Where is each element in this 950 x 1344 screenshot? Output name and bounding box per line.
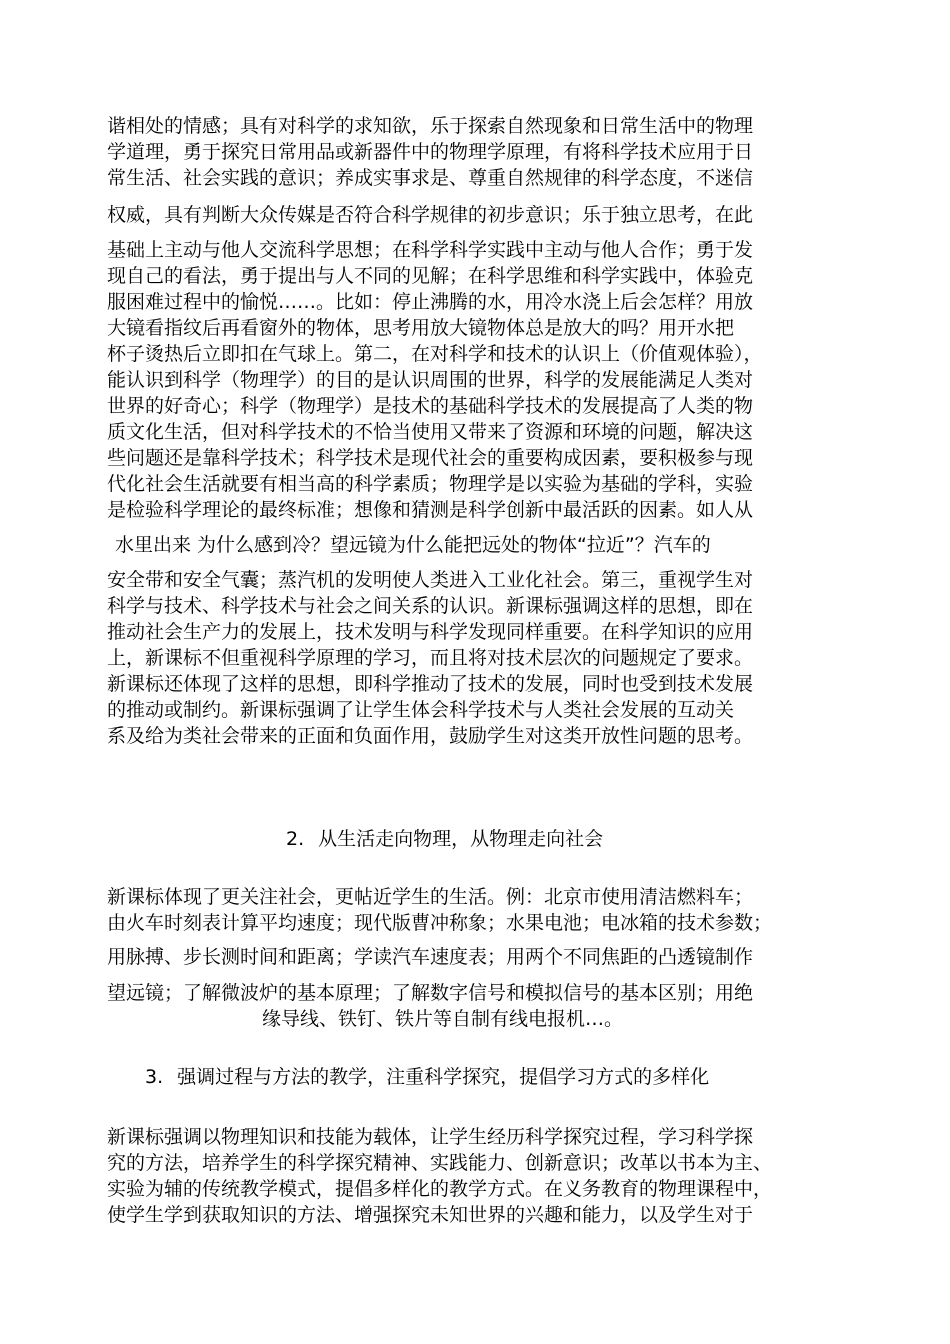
paragraph-line: 实验为辅的传统教学模式，提倡多样化的教学方式。在义务教育的物理课程中， xyxy=(107,1178,773,1200)
paragraph-line: 现自己的看法，勇于提出与人不同的见解；在科学思维和科学实践中，体验克 xyxy=(107,265,754,287)
paragraph-line: 学道理，勇于探究日常用品或新器件中的物理学原理，有将科学技术应用于日 xyxy=(107,141,754,163)
paragraph-line: 用脉搏、步长测时间和距离；学读汽车速度表；用两个不同焦距的凸透镜制作 xyxy=(107,946,754,968)
paragraph-line: 代化社会生活就要有相当高的科学素质；物理学是以实验为基础的学科，实验 xyxy=(107,473,754,495)
paragraph-line: 究的方法，培养学生的科学探究精神、实践能力、创新意识；改革以书本为主、 xyxy=(107,1152,773,1174)
paragraph-line: 的推动或制约。新课标强调了让学生体会科学技术与人类社会发展的互动关 xyxy=(107,699,735,721)
section-heading-3 xyxy=(145,1064,709,1090)
paragraph-line: 新课标还体现了这样的思想，即科学推动了技术的发展，同时也受到技术发展 xyxy=(107,673,754,695)
paragraph-line: 望远镜；了解微波炉的基本原理；了解数字信号和模拟信号的基本区别；用绝 xyxy=(107,982,754,1004)
paragraph-line: 缘导线、铁钉、铁片等自制有线电报机…。 xyxy=(262,1008,624,1030)
section-number: 2. xyxy=(286,828,305,850)
section-number: 3. xyxy=(145,1066,164,1088)
paragraph-line: 常生活、社会实践的意识；养成实事求是、尊重自然规律的科学态度，不迷信 xyxy=(107,167,754,189)
paragraph-line: 安全带和安全气囊；蒸汽机的发明使人类进入工业化社会。第三，重视学生对 xyxy=(107,569,754,591)
paragraph-line: 是检验科学理论的最终标准；想像和猜测是科学创新中最活跃的因素。如人从 xyxy=(107,499,754,521)
paragraph-line: 能认识到科学（物理学）的目的是认识周围的世界，科学的发展能满足人类对 xyxy=(107,369,754,391)
section-title: 强调过程与方法的教学，注重科学探究，提倡学习方式的多样化 xyxy=(177,1066,710,1088)
paragraph-line: 些问题还是靠科学技术；科学技术是现代社会的重要构成因素，要积极参与现 xyxy=(107,447,754,469)
paragraph-line: 世界的好奇心；科学（物理学）是技术的基础科学技术的发展提高了人类的物 xyxy=(107,395,754,417)
section-title: 从生活走向物理，从物理走向社会 xyxy=(318,828,604,850)
paragraph-line: 科学与技术、科学技术与社会之间关系的认识。新课标强调这样的思想，即在 xyxy=(107,595,754,617)
paragraph-line: 系及给为类社会带来的正面和负面作用，鼓励学生对这类开放性问题的思考。 xyxy=(107,725,754,747)
paragraph-line: 上，新课标不但重视科学原理的学习，而且将对技术层次的问题规定了要求。 xyxy=(107,647,754,669)
paragraph-line: 由火车时刻表计算平均速度；现代版曹冲称象；水果电池；电冰箱的技术参数； xyxy=(107,912,773,934)
paragraph-line: 水里出来 为什么感到冷？望远镜为什么能把远处的物体“拉近”？汽车的 xyxy=(115,534,711,556)
paragraph-line: 质文化生活，但对科学技术的不恰当使用又带来了资源和环境的问题，解决这 xyxy=(107,421,754,443)
paragraph-line: 大镜看指纹后再看窗外的物体，思考用放大镜物体总是放大的吗？用开水把 xyxy=(107,317,735,339)
paragraph-line: 使学生学到获取知识的方法、增强探究未知世界的兴趣和能力，以及学生对于 xyxy=(107,1204,754,1226)
paragraph-line: 杯子烫热后立即扣在气球上。第二，在对科学和技术的认识上（价值观体验）， xyxy=(107,343,763,365)
paragraph-line: 推动社会生产力的发展上，技术发明与科学发现同样重要。在科学知识的应用 xyxy=(107,621,754,643)
paragraph-line: 权威，具有判断大众传媒是否符合科学规律的初步意识；乐于独立思考，在此 xyxy=(107,204,754,226)
paragraph-line: 谐相处的情感；具有对科学的求知欲，乐于探索自然现象和日常生活中的物理 xyxy=(107,115,754,137)
paragraph-line: 服困难过程中的愉悦……。比如：停止沸腾的水，用冷水浇上后会怎样？用放 xyxy=(107,291,754,313)
paragraph-line: 基础上主动与他人交流科学思想；在科学科学实践中主动与他人合作；勇于发 xyxy=(107,239,754,261)
section-heading-2 xyxy=(286,826,603,852)
paragraph-line: 新课标体现了更关注社会，更帖近学生的生活。例：北京市使用清洁燃料车； xyxy=(107,886,754,908)
paragraph-line: 新课标强调以物理知识和技能为载体，让学生经历科学探究过程，学习科学探 xyxy=(107,1126,754,1148)
